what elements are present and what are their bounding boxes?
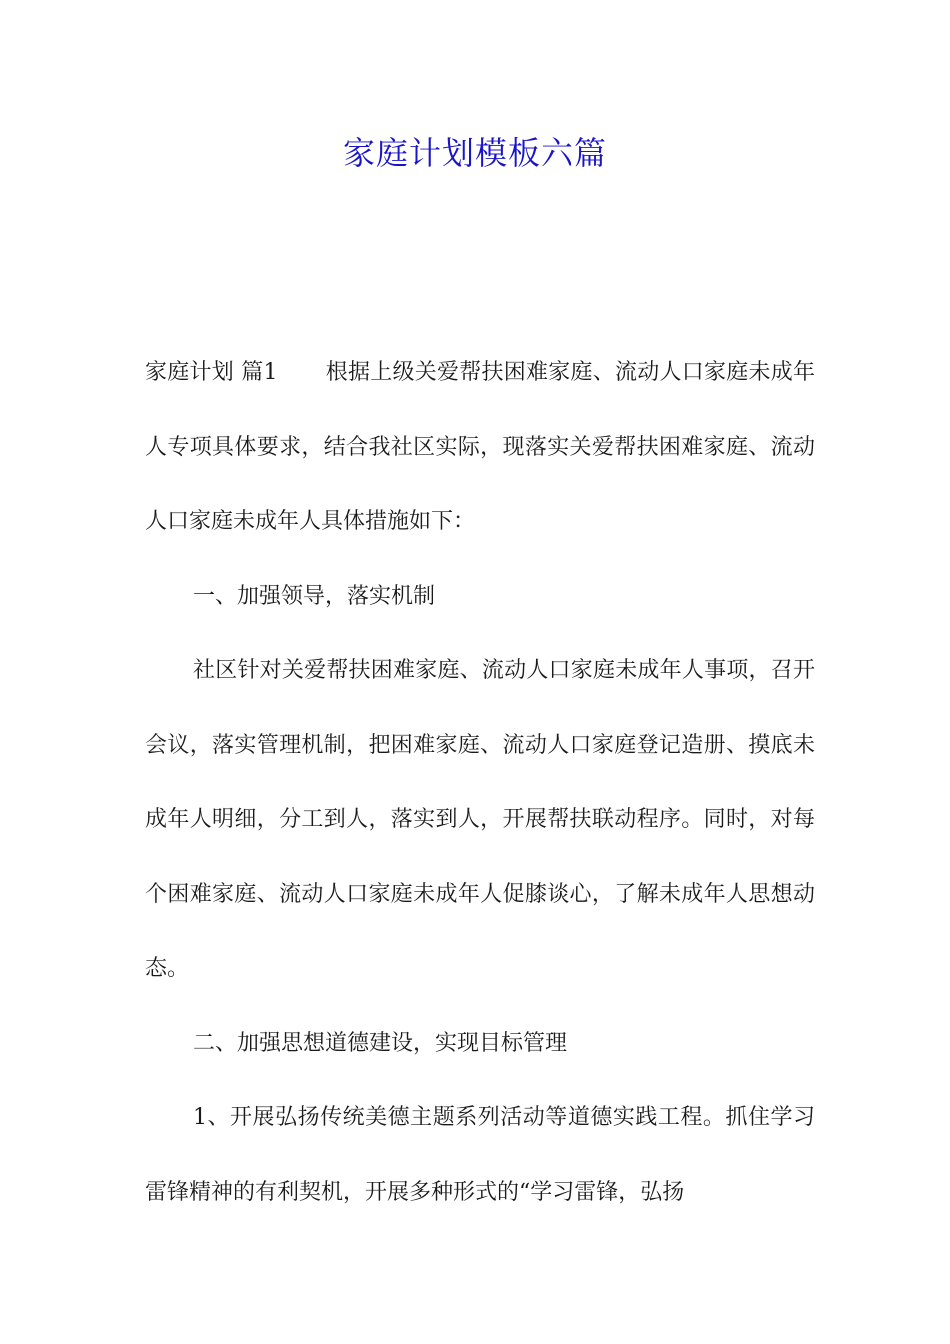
section-heading-1: 一、加强领导，落实机制 bbox=[193, 583, 436, 609]
section-header-label: 家庭计划 篇1 bbox=[145, 360, 278, 385]
section-heading-2: 二、加强思想道德建设，实现目标管理 bbox=[193, 1030, 568, 1056]
paragraph-text: 根据上级关爱帮扶困难家庭、流动人口家庭未成年人专项具体要求，结合我社区实际，现落实关爱帮扶困难家庭、流动人口家庭未成年人具体措施如下： bbox=[145, 360, 815, 534]
paragraph: 1、开展弘扬传统美德主题系列活动等道德实践工程。抓住学习雷锋精神的有利契机，开展多种形式的“学习雷锋，弘扬 bbox=[145, 1105, 815, 1205]
paragraph: 社区针对关爱帮扶困难家庭、流动人口家庭未成年人事项，召开会议，落实管理机制，把困难家庭、流动人口家庭登记造册、摸底未成年人明细，分工到人，落实到人，开展帮扶联动程序。同时，对每个困难家庭、流动人口家庭未成年人促膝谈心，了解未成年人思想动态。 bbox=[145, 658, 815, 981]
document-title: 家庭计划模板六篇 bbox=[342, 134, 607, 172]
intro-paragraph bbox=[145, 336, 815, 560]
document-body bbox=[145, 336, 815, 1230]
